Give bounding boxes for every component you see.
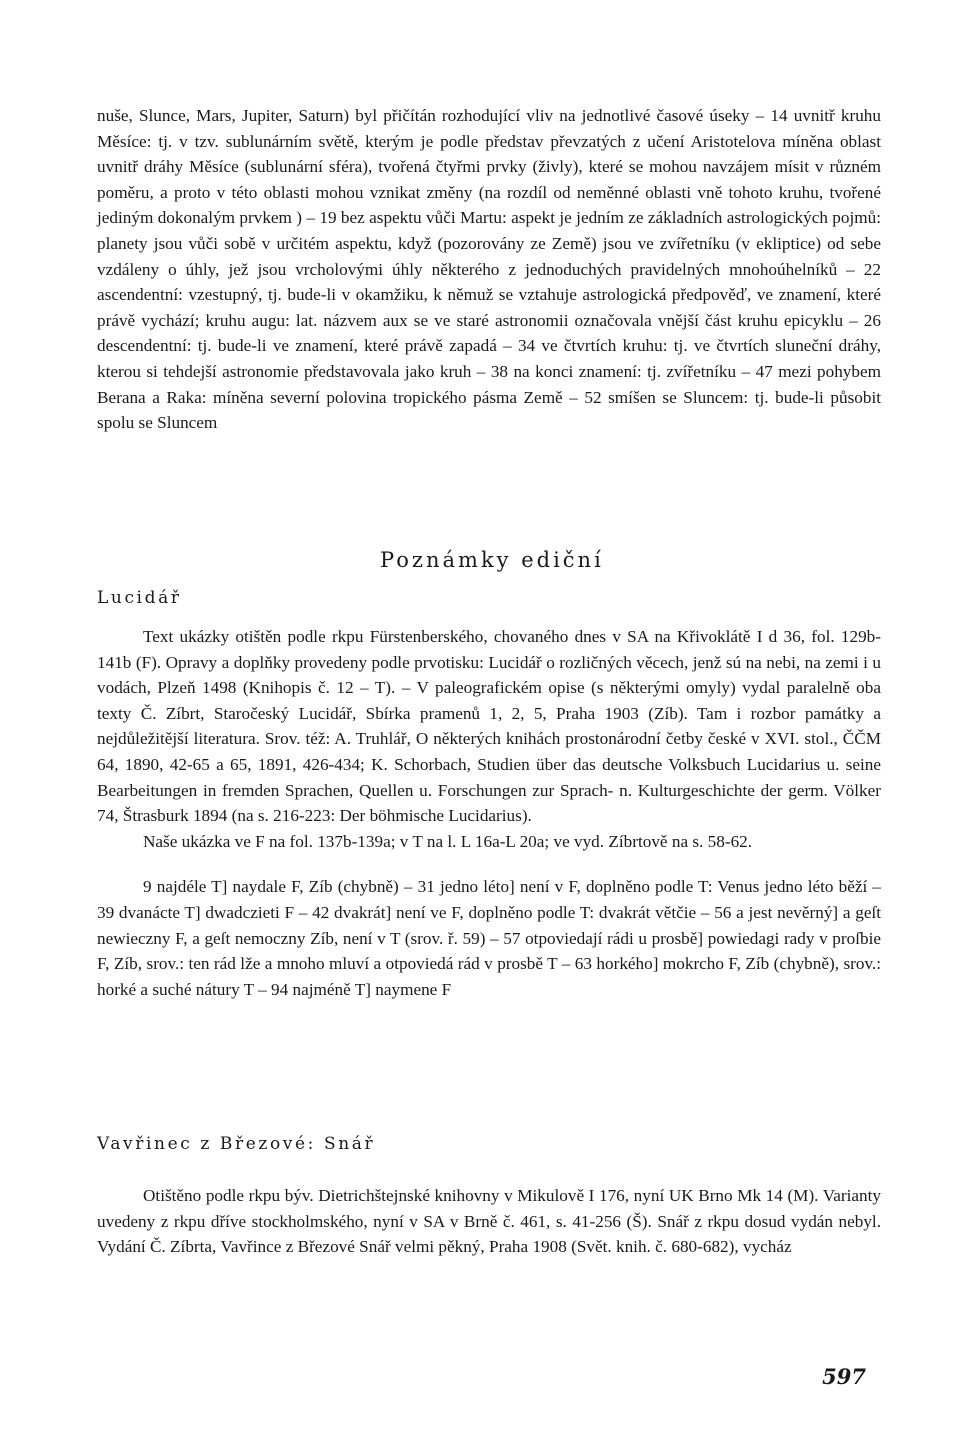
lucidar-paragraph-3: 9 najdéle T] naydale F, Zíb (chybně) – 31 jedno léto] není v F, doplněno podle T: Venus jedno léto běží – 39 dvanácte T] dwadczieti F – 42 dvakrát] není ve F, doplněno podle T: dvakrát větčie – 56 a jest nevěrný] a geſt newieczny F, a geſt nemoczny Zíb, není v T (srov. ř. 59) – 57 otpoviedají rádi u prosbě] powiedagi rady v proſbie F, Zíb, srov.: ten rád lže a mnoho mluví a otpoviedá rád v prosbě T – 63 horkého] mokrcho F, Zíb (chybně), srov.: horké a suché nátury T – 94 najméně T] naymene F <box>97 877 881 999</box>
lucidar-paragraph-1: Text ukázky otištěn podle rkpu Fürstenberského, chovaného dnes v SA na Křivoklátě I d 36, fol. 129b-141b (F). Opravy a doplňky provedeny podle prvotisku: Lucidář o rozličných věcech, jenž sú na nebi, na zemi i u vodách, Plzeň 1498 (Knihopis č. 12 – T). – V paleografickém opise (s některými omyly) vydal paralelně oba texty Č. Zíbrt, Staročeský Lucidář, Sbírka pramenů 1, 2, 5, Praha 1903 (Zíb). Tam i rozbor památky a nejdůležitější literatura. Srov. též: A. Truhlář, O některých knihách prostonárodní četby české v XVI. stol., ČČM 64, 1890, 42-65 a 65, 1891, 426-434; K. Schorbach, Studien über das deutsche Volksbuch Lucidarius u. seine Bearbeitungen in fremden Sprachen, Quellen u. Forschungen zur Sprach- n. Kulturgeschichte der germ. Völker 74, Štrasburk 1894 (na s. 216-223: Der böhmische Lucidarius). <box>97 627 881 826</box>
intro-notes <box>97 103 881 436</box>
lucidar-notes <box>97 624 881 1002</box>
brezova-paragraph-1: Otištěno podle rkpu býv. Dietrichštejnské knihovny v Mikulově I 176, nyní UK Brno Mk 14 (M). Varianty uvedeny z rkpu dříve stockholmského, nyní v SA v Brně č. 461, s. 41-256 (Š). Snář z rkpu dosud vydán nebyl. Vydání Č. Zíbrta, Vavřince z Březové Snář velmi pěkný, Praha 1908 (Svět. knih. č. 680-682), vycház <box>97 1186 881 1257</box>
page-number: 597 <box>822 1364 866 1389</box>
section-title: Poznámky ediční <box>380 548 604 572</box>
lucidar-heading: Lucidář <box>97 588 182 608</box>
brezova-heading: Vavřinec z Březové: Snář <box>97 1134 376 1154</box>
brezova-notes <box>97 1183 881 1260</box>
lucidar-paragraph-2: Naše ukázka ve F na fol. 137b-139a; v T na l. L 16a-L 20a; ve vyd. Zíbrtově na s. 58-62. <box>143 831 753 851</box>
intro-paragraph: nuše, Slunce, Mars, Jupiter, Saturn) byl přičítán rozhodující vliv na jednotlivé časové úseky – 14 uvnitř kruhu Měsíce: tj. v tzv. sublunárním světě, kterým je podle představ převzatých z učení Aristotelova míněna oblast uvnitř dráhy Měsíce (sublunární sféra), tvořená čtyřmi prvky (živly), které se mohou navzájem mísit v různém poměru, a proto v této oblasti mohou vznikat změny (na rozdíl od neměnné oblasti vně tohoto kruhu, tvořené jediným dokonalým prvkem ) – 19 bez aspektu vůči Martu: aspekt je jedním ze základních astrologických pojmů: planety jsou vůči sobě v určitém aspektu, když (pozorovány ze Země) jsou ve zvířetníku (v ekliptice) od sebe vzdáleny o úhly, jež jsou vrcholovými úhly některého z jednoduchých pravidelných mnohoúhelníků – 22 ascendentní: vzestupný, tj. bude-li v okamžiku, k němuž se vztahuje astrologická předpověď, ve znamení, které právě vychází; kruhu augu: lat. názvem aux se ve staré astronomii označovala vnější část kruhu epicyklu – 26 descendentní: tj. bude-li ve znamení, které právě zapadá – 34 ve čtvrtích kruhu: tj. ve čtvrtích sluneční dráhy, kterou si tehdejší astronomie představovala jako kruh – 38 na konci znamení: tj. zvířetníku – 47 mezi pohybem Berana a Raka: míněna severní polovina tropického pásma Země – 52 smíšen se Sluncem: tj. bude-li působit spolu se Sluncem <box>97 106 881 433</box>
